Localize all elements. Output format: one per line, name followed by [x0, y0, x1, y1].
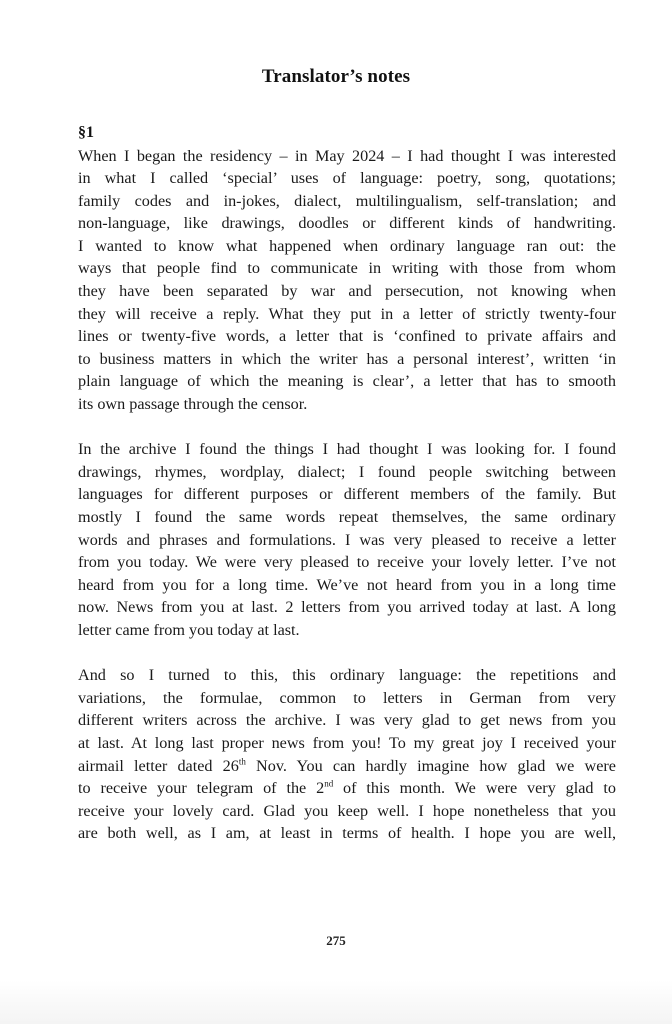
text-line: family codes and in-jokes, dialect, multilingualism, self-translation; and [78, 191, 616, 210]
text-line: lines or twenty-five words, a letter that is ‘confined to private affairs and [78, 327, 616, 346]
text-line: I wanted to know what happened when ordinary language ran out: the [78, 236, 616, 255]
text-segment: airmail letter dated 26 [78, 756, 239, 775]
text-line: are both well, as I am, at least in terms of health. I hope you are well, [78, 824, 616, 843]
paragraph-2 [78, 438, 616, 641]
text-line: mostly I found the same words repeat themselves, the same ordinary [78, 508, 616, 526]
text-line: from you today. We were very pleased to receive your lovely letter. I’ve not [78, 553, 616, 572]
text-line: at last. At long last proper news from you! To my great joy I received your [78, 733, 616, 752]
text-line-with-superscript [78, 777, 616, 800]
paragraph-1 [78, 145, 616, 416]
text-line: now. News from you at last. 2 letters from you arrived today at last. A long [78, 598, 616, 617]
section-heading: §1 [78, 124, 94, 141]
ordinal-suffix: nd [324, 778, 334, 789]
text-line: In the archive I found the things I had thought I was looking for. I found [78, 440, 616, 459]
page-title: Translator’s notes [261, 66, 411, 87]
text-line: words and phrases and formulations. I was very pleased to receive a letter [78, 530, 616, 549]
text-line: letter came from you today at last. [78, 620, 300, 639]
body-text [78, 122, 616, 845]
ordinal-suffix: th [238, 756, 246, 767]
text-line-with-superscript [78, 755, 616, 778]
text-line: variations, the formulae, common to letters in German from very [78, 688, 616, 707]
text-line: languages for different purposes or different members of the family. But [78, 485, 616, 504]
text-line: its own passage through the censor. [78, 395, 308, 414]
page-number: 275 [326, 933, 346, 948]
text-line: plain language of which the meaning is clear’, a letter that has to smooth [78, 372, 616, 391]
text-line: they have been separated by war and persecution, not knowing when [78, 282, 616, 301]
text-line: receive your lovely card. Glad you keep well. I hope nonetheless that you [78, 801, 616, 820]
text-line: When I began the residency – in May 2024 – I had thought I was interested [78, 146, 616, 165]
text-line: different writers across the archive. I was very glad to get news from you [78, 711, 616, 730]
paragraph-3 [78, 664, 616, 845]
text-line: to business matters in which the writer has a personal interest’, written ‘in [78, 349, 616, 368]
text-segment: Nov. You can hardly imagine how glad we were [245, 756, 616, 775]
text-line: in what I called ‘special’ uses of language: poetry, song, quotations; [78, 169, 616, 188]
text-segment: of this month. We were very glad to [333, 779, 616, 798]
text-line: non-language, like drawings, doodles or different kinds of handwriting. [78, 214, 616, 233]
text-segment: to receive your telegram of the 2 [78, 779, 325, 798]
text-line: they will receive a reply. What they put in a letter of strictly twenty-four [78, 304, 616, 323]
text-line: heard from you for a long time. We’ve not heard from you in a long time [78, 575, 616, 594]
text-line: drawings, rhymes, wordplay, dialect; I found people switching between [78, 462, 616, 481]
text-line: And so I turned to this, this ordinary language: the repetitions and [78, 666, 616, 685]
text-line: ways that people find to communicate in writing with those from whom [78, 259, 616, 278]
